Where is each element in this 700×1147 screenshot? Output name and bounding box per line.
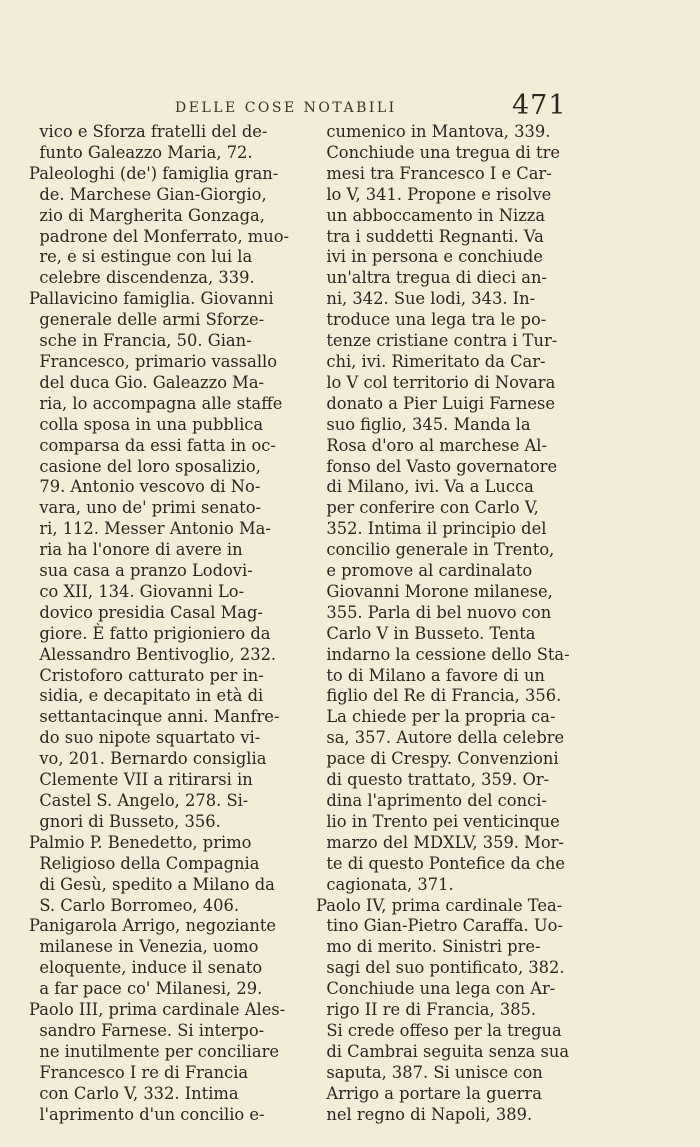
index-entry-line: Castel S. Angelo, 278. Si- [29, 791, 249, 810]
index-entry-line: saputa, 387. Si unisce con [316, 1062, 543, 1082]
index-entry-line: ri, 112. Messer Antonio Ma- [29, 519, 271, 539]
index-entry-line: 79. Antonio vescovo di No- [29, 477, 261, 497]
index-entry-line: celebre discendenza, 339. [29, 268, 255, 288]
index-entry-line: con Carlo V, 332. Intima [29, 1083, 239, 1103]
index-entry-line: un'altra tregua di dieci an- [316, 268, 547, 288]
index-entry-line: co XII, 134. Giovanni Lo- [29, 581, 245, 601]
index-entry [316, 122, 616, 896]
index-entry-line: di questo trattato, 359. Or- [316, 770, 550, 790]
index-entry-line: eloquente, induce il senato [29, 958, 263, 978]
index-entry-line: un abboccamento in Nizza [316, 205, 546, 225]
index-entry-line: giore. È fatto prigioniero da [29, 623, 271, 643]
index-entry-line: Paleologhi (de') famiglia gran- [29, 163, 279, 183]
index-entry-line: 355. Parla di bel nuovo con [316, 602, 552, 622]
index-entry-line: Si crede offeso per la tregua [316, 1020, 562, 1040]
index-entry-line: Conchiude una lega con Ar- [316, 979, 556, 999]
index-entry-line: cumenico in Mantova, 339. [316, 122, 551, 141]
index-entry-line: Pallavicino famiglia. Giovanni [29, 289, 274, 309]
index-entry-line: indarno la cessione dello Sta- [316, 644, 570, 664]
index-entry [316, 896, 616, 1126]
index-entry-line: Francesco, primario vassallo [29, 351, 278, 371]
index-entry-line: casione del loro sposalizio, [29, 456, 261, 476]
index-entry-line: re, e si estingue con lui la [29, 247, 253, 267]
index-entry-line: di Gesù, spedito a Milano da [29, 874, 275, 894]
index-column-left [29, 122, 290, 1126]
index-entry-line: generale delle armi Sforze- [29, 310, 265, 330]
index-entry-line: per conferire con Carlo V, [316, 498, 539, 518]
index-entry-line: de. Marchese Gian-Giorgio, [29, 184, 267, 204]
index-entry-line: S. Carlo Borromeo, 406. [29, 895, 240, 915]
index-entry-line: comparsa da essi fatta in oc- [29, 435, 276, 455]
index-entry-line: lo V, 341. Propone e risolve [316, 184, 552, 204]
index-entry-line: vo, 201. Bernardo consiglia [29, 749, 267, 769]
index-entry-line: to di Milano a favore di un [316, 665, 545, 685]
index-entry [29, 1000, 287, 1125]
index-entry-line: di Milano, ivi. Va a Lucca [316, 477, 534, 497]
index-entry-line: e promove al cardinalato [316, 561, 533, 581]
index-entry-line: ne inutilmente per conciliare [29, 1041, 279, 1061]
index-entry-line: sidia, e decapitato in età di [29, 686, 264, 706]
index-entry [29, 122, 287, 164]
index-entry-line: Cristoforo catturato per in- [29, 665, 264, 685]
index-entry-line: 352. Intima il principio del [316, 519, 547, 539]
index-entry-line: sche in Francia, 50. Gian- [29, 331, 252, 351]
page-number: 471 [512, 90, 567, 121]
index-entry-line: suo figlio, 345. Manda la [316, 414, 531, 434]
index-entry [29, 289, 287, 833]
index-entry-line: sagi del suo pontificato, 382. [316, 958, 565, 978]
index-entry-line: milanese in Venezia, uomo [29, 937, 259, 957]
index-entry-line: l'aprimento d'un concilio e- [29, 1104, 265, 1124]
index-entry-line: del duca Gio. Galeazzo Ma- [29, 372, 265, 392]
index-entry [29, 163, 290, 289]
index-entry-line: fonso del Vasto governatore [316, 456, 558, 476]
index-entry-line: Palmio P. Benedetto, primo [29, 832, 252, 852]
index-entry-line: dina l'aprimento del conci- [316, 791, 547, 810]
index-entry-line: Giovanni Morone milanese, [316, 581, 553, 601]
index-entry-line: sa, 357. Autore della celebre [316, 728, 565, 748]
index-entry-line: Arrigo a portare la guerra [316, 1083, 542, 1103]
index-entry-line: padrone del Monferrato, muo- [29, 226, 290, 246]
index-entry-line: cagionata, 371. [316, 874, 454, 894]
index-entry-line: rigo II re di Francia, 385. [316, 1000, 537, 1020]
index-entry-line: Conchiude una tregua di tre [316, 142, 560, 162]
index-entry-line: La chiede per la propria ca- [316, 707, 556, 727]
index-entry-line: do suo nipote squartato vi- [29, 728, 261, 748]
running-head-title: DELLE COSE NOTABILI [175, 100, 397, 116]
index-entry-line: Carlo V in Busseto. Tenta [316, 623, 536, 643]
index-entry [29, 916, 287, 1000]
index-entry-line: nel regno di Napoli, 389. [316, 1104, 533, 1124]
index-entry-line: concilio generale in Trento, [316, 540, 555, 560]
index-entry-line: donato a Pier Luigi Farnese [316, 393, 556, 413]
index-entry-line: Alessandro Bentivoglio, 232. [29, 644, 277, 664]
index-entry-line: Religioso della Compagnia [29, 853, 260, 873]
index-entry-line: zio di Margherita Gonzaga, [29, 205, 265, 225]
index-entry-line: troduce una lega tra le po- [316, 310, 547, 330]
index-entry-line: Clemente VII a ritirarsi in [29, 770, 253, 790]
index-entry-line: ria ha l'onore di avere in [29, 540, 243, 560]
index-entry-line: Paolo IV, prima cardinale Tea- [316, 895, 563, 915]
index-entry-line: Francesco I re di Francia [29, 1062, 249, 1082]
index-entry-line: Panigarola Arrigo, negoziante [29, 916, 277, 936]
index-entry-line: a far pace co' Milanesi, 29. [29, 979, 263, 999]
index-entry-line: ria, lo accompagna alle staffe [29, 393, 283, 413]
index-entry-line: sua casa a pranzo Lodovi- [29, 561, 253, 581]
index-entry-line: Paolo III, prima cardinale Ales- [29, 1000, 286, 1020]
index-entry-line: tino Gian-Pietro Caraffa. Uo- [316, 916, 563, 936]
index-entry-line: tenze cristiane contra i Tur- [316, 331, 558, 351]
index-entry-line: colla sposa in una pubblica [29, 414, 264, 434]
index-entry-line: chi, ivi. Rimeritato da Car- [316, 351, 546, 371]
index-entry [29, 833, 287, 917]
index-entry-line: marzo del MDXLV, 359. Mor- [316, 832, 564, 852]
index-entry-line: mo di merito. Sinistri pre- [316, 937, 541, 957]
index-entry-line: vara, uno de' primi senato- [29, 498, 262, 518]
index-entry-line: dovico presidia Casal Mag- [29, 602, 263, 622]
index-entry-line: ni, 342. Sue lodi, 343. In- [316, 289, 536, 309]
index-entry-line: Rosa d'oro al marchese Al- [316, 435, 547, 455]
index-entry-line: tra i suddetti Regnanti. Va [316, 226, 544, 246]
index-entry-line: mesi tra Francesco I e Car- [316, 163, 552, 183]
index-entry-line: figlio del Re di Francia, 356. [316, 686, 562, 706]
index-entry-line: lo V col territorio di Novara [316, 372, 556, 392]
index-entry-line: funto Galeazzo Maria, 72. [29, 142, 253, 162]
index-entry-line: lio in Trento pei venticinque [316, 811, 560, 831]
index-entry-line: pace di Crespy. Convenzioni [316, 749, 559, 769]
index-column-right [316, 122, 616, 1126]
index-entry-line: settantacinque anni. Manfre- [29, 707, 280, 727]
index-entry-line: te di questo Pontefice da che [316, 853, 566, 873]
index-entry-line: gnori di Busseto, 356. [29, 811, 221, 831]
index-entry-line: vico e Sforza fratelli del de- [29, 122, 268, 141]
index-entry-line: ivi in persona e conchiude [316, 247, 543, 267]
index-entry-line: di Cambrai seguita senza sua [316, 1041, 570, 1061]
index-entry-line: sandro Farnese. Si interpo- [29, 1020, 265, 1040]
